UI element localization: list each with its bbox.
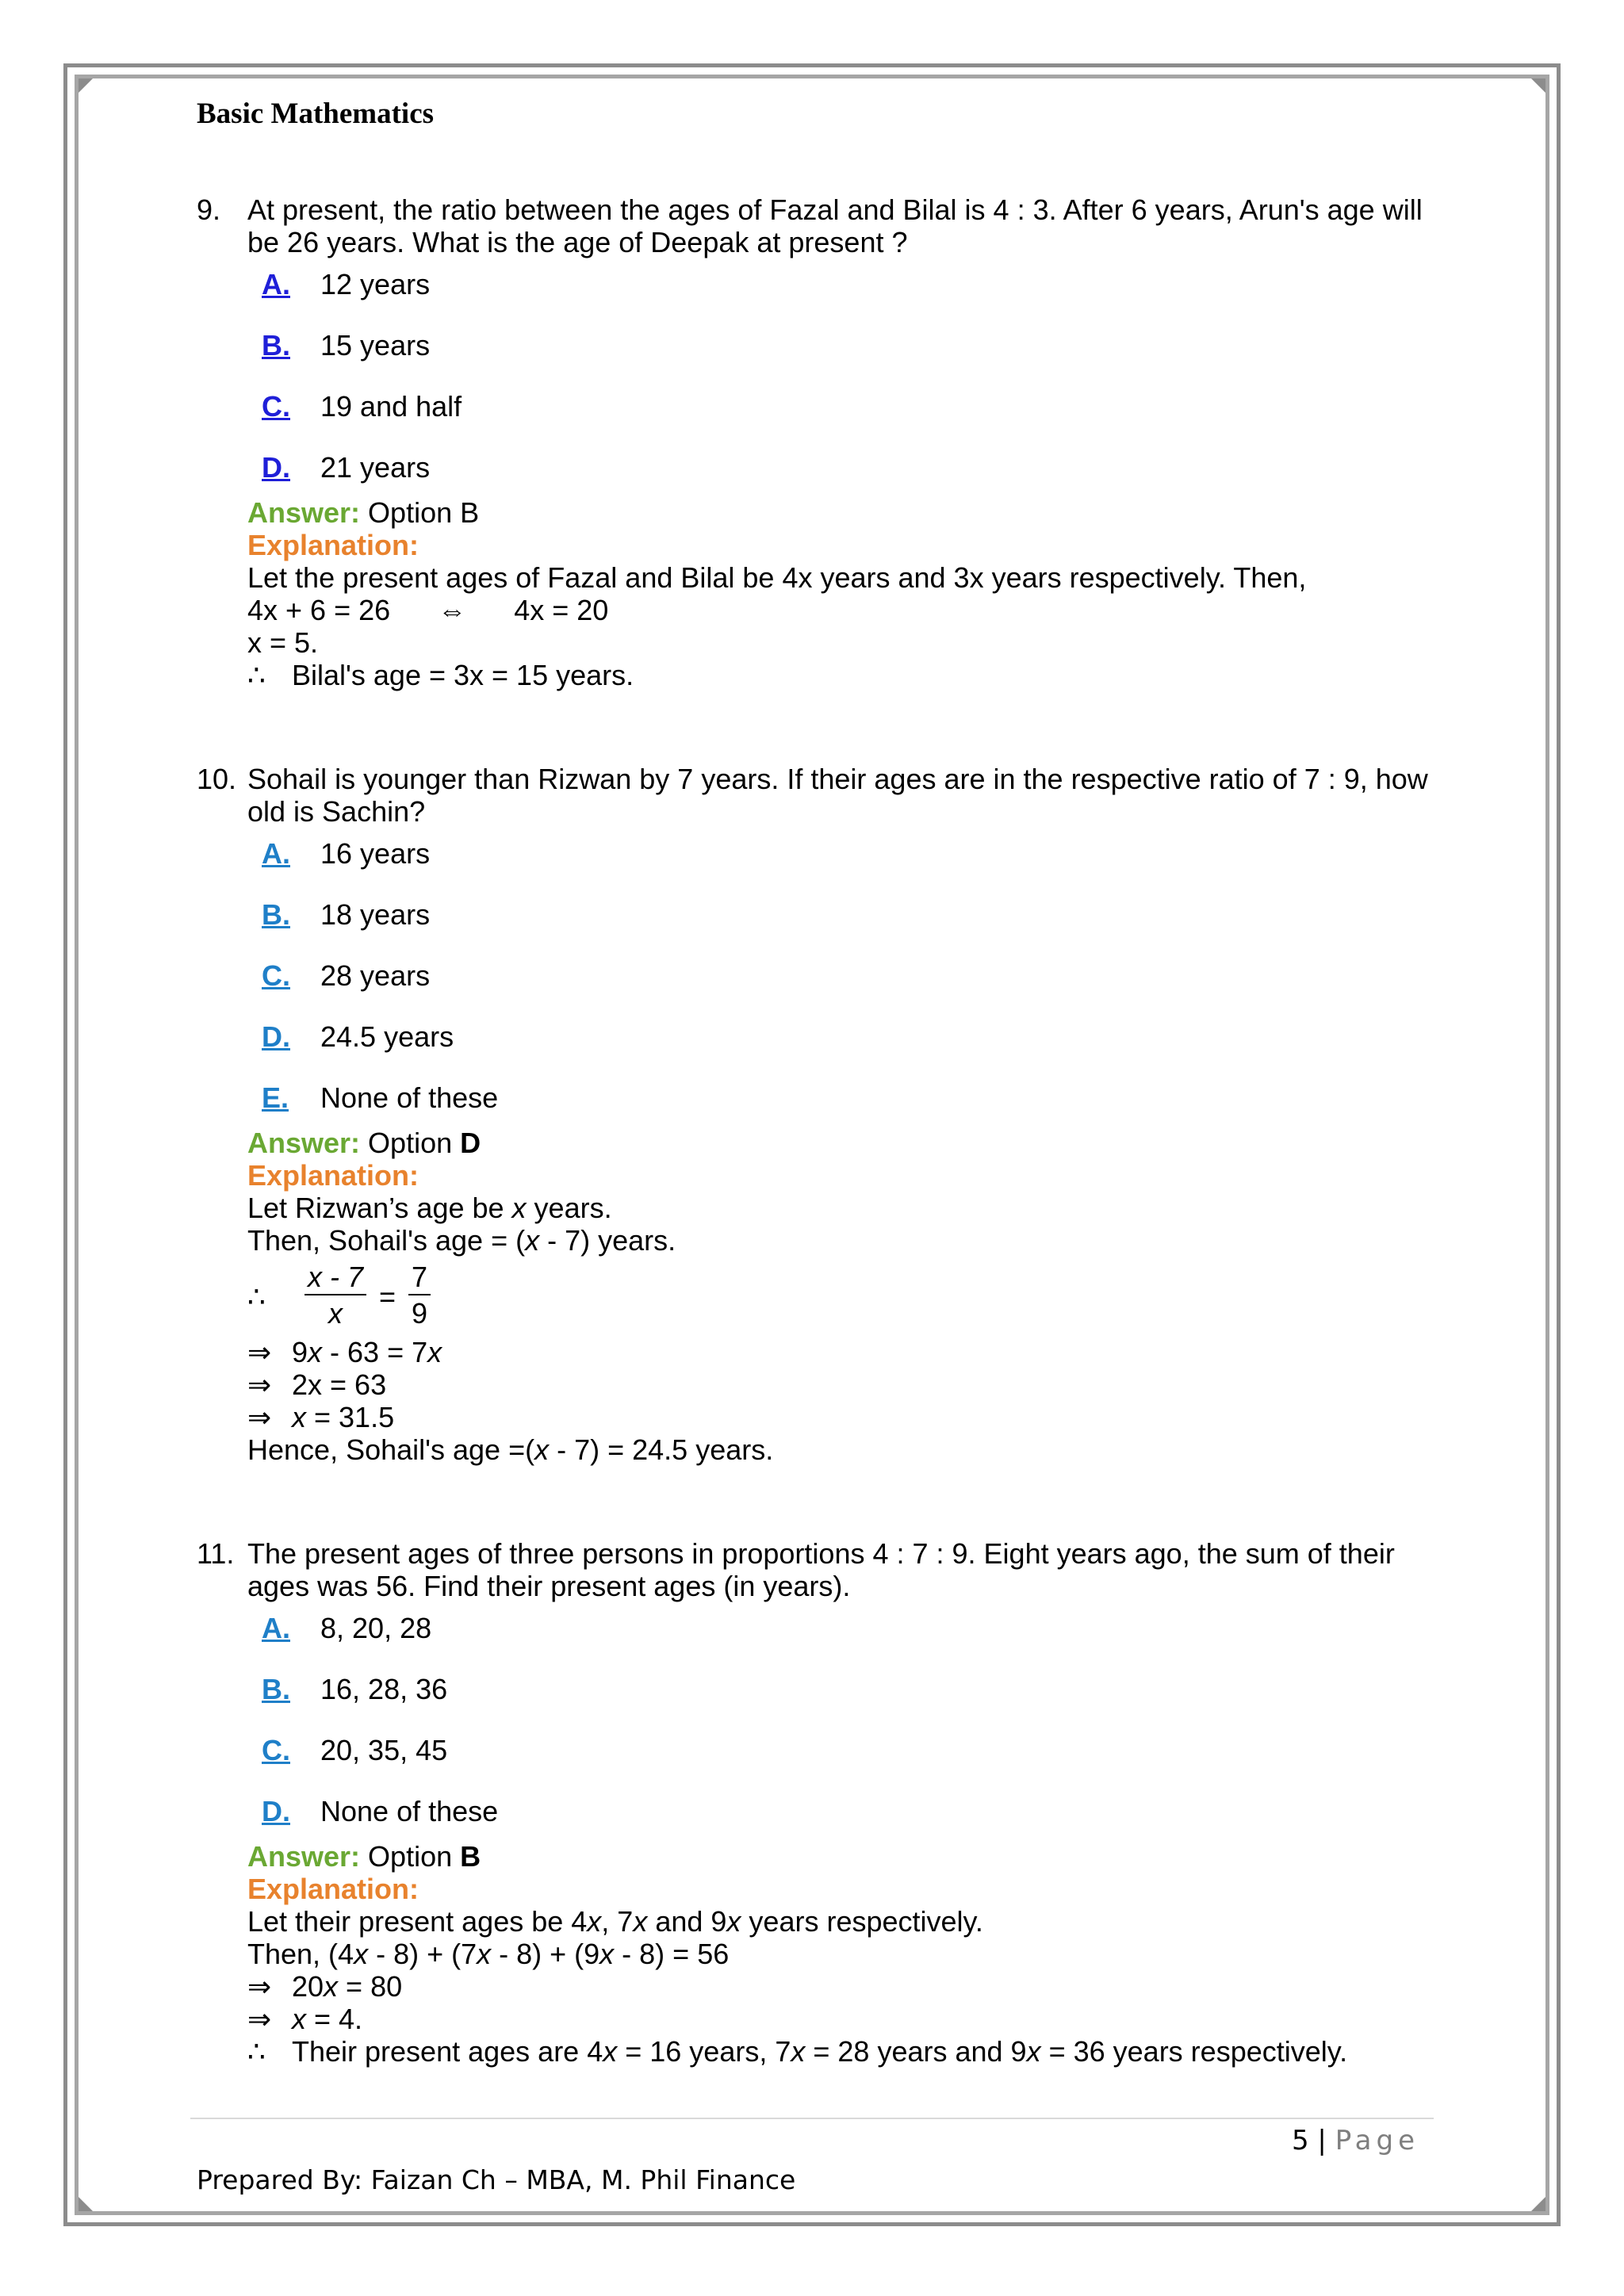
variable-x: x [603, 2035, 618, 2068]
question-text: At present, the ratio between the ages of Fazal and Bilal is 4 : 3. After 6 years, Arun's age will be 26 years. What is the age of Deepak at present ? [247, 193, 1423, 258]
option-d [262, 451, 1434, 484]
option-link[interactable]: C. [262, 390, 290, 423]
option-link[interactable]: A. [262, 1612, 290, 1644]
numerator: 7 [408, 1261, 431, 1295]
question-number: 11. [197, 1537, 235, 1570]
variable-x: x [633, 1905, 648, 1938]
explanation-line [247, 2035, 1434, 2068]
equation-text: Bilal's age = 3x = 15 years. [292, 659, 634, 691]
explanation-line [247, 1368, 1434, 1401]
variable-x: x [791, 2035, 806, 2068]
corner-ornament-top-left [79, 78, 93, 93]
corner-ornament-top-right [1531, 78, 1545, 93]
answer-line [247, 496, 1434, 529]
variable-x: x [525, 1224, 540, 1257]
option-text: 12 years [320, 268, 431, 300]
text-run: = 80 [338, 1970, 403, 2003]
document-body [197, 193, 1434, 2068]
explanation-line [247, 1192, 1434, 1224]
variable-x: x [292, 1401, 306, 1433]
variable-x: x [308, 1336, 323, 1368]
explanation-label: Explanation: [247, 1873, 419, 1905]
options-list [262, 837, 1434, 1114]
option-link[interactable]: B. [262, 329, 290, 362]
answer-prefix: Option [368, 496, 461, 529]
text-run: = 4. [306, 2003, 363, 2035]
question-text: The present ages of three persons in proportions 4 : 7 : 9. Eight years ago, the sum of their ages was 56. Find their present ages (in years). [247, 1537, 1395, 1602]
variable-x: x [427, 1336, 442, 1368]
option-text: 8, 20, 28 [320, 1612, 432, 1644]
text-run: = 16 years, 7 [617, 2035, 791, 2068]
explanation-line [247, 1905, 1434, 1938]
option-c [262, 390, 1434, 423]
question-9 [197, 193, 1434, 691]
prepared-by-footer: Prepared By: Faizan Ch – MBA, M. Phil Finance [197, 2164, 796, 2195]
answer-line [247, 1127, 1434, 1159]
option-d [262, 1795, 1434, 1827]
page-number [1292, 2125, 1419, 2156]
option-text: 24.5 years [320, 1020, 454, 1053]
explanation-line [247, 1938, 1434, 1970]
option-text: 28 years [320, 959, 431, 992]
explanation-label: Explanation: [247, 1159, 419, 1192]
numerator: x - 7 [304, 1261, 366, 1295]
page-word: Page [1335, 2125, 1419, 2156]
option-link[interactable]: B. [262, 898, 290, 931]
option-a [262, 1612, 1434, 1644]
answer-value: B [460, 1840, 481, 1873]
question-number: 10. [197, 763, 237, 795]
option-link[interactable]: D. [262, 451, 290, 484]
options-list [262, 1612, 1434, 1827]
text-run: Their present ages are 4 [292, 2035, 603, 2068]
answer-label: Answer: [247, 496, 361, 529]
denominator: x [328, 1297, 343, 1330]
text-run: - 8) = 56 [614, 1938, 730, 1970]
variable-x: x [587, 1905, 602, 1938]
text-run: 9 [292, 1336, 308, 1368]
explanation-line [247, 1336, 1434, 1368]
option-text: 21 years [320, 451, 431, 484]
variable-x: x [354, 1938, 369, 1970]
text-run: 2x = 63 [292, 1368, 387, 1401]
explanation-line [247, 1224, 1434, 1257]
page-header-title: Basic Mathematics [197, 98, 435, 130]
question-number: 9. [197, 193, 221, 226]
implies-symbol: ⇒ [247, 2003, 272, 2035]
question-11 [197, 1537, 1434, 2068]
variable-x: x [534, 1433, 550, 1466]
options-list [262, 268, 1434, 484]
option-link[interactable]: A. [262, 837, 290, 870]
page-number-value: 5 [1291, 2125, 1309, 2156]
therefore-symbol: ∴ [247, 659, 266, 691]
option-c [262, 959, 1434, 992]
answer-label: Answer: [247, 1127, 361, 1159]
option-link[interactable]: D. [262, 1020, 290, 1053]
text-run: = 36 years respectively. [1040, 2035, 1348, 2068]
option-text: 19 and half [320, 390, 462, 423]
text-run: and 9 [647, 1905, 727, 1938]
answer-prefix: Option [368, 1127, 461, 1159]
text-run: years. [526, 1192, 612, 1224]
corner-ornament-bottom-left [79, 2197, 93, 2211]
option-link[interactable]: B. [262, 1673, 290, 1705]
text-run: - 8) + (9 [491, 1938, 600, 1970]
explanation-line: Let the present ages of Fazal and Bilal be 4x years and 3x years respectively. Then, [247, 561, 1307, 594]
option-b [262, 1673, 1434, 1705]
corner-ornament-bottom-right [1531, 2197, 1545, 2211]
explanation-line [247, 1433, 1434, 1466]
question-10 [197, 763, 1434, 1466]
option-link[interactable]: A. [262, 268, 290, 300]
implies-symbol: ⇒ [247, 1336, 272, 1368]
page-separator: | [1317, 2125, 1327, 2156]
option-link[interactable]: C. [262, 959, 290, 992]
text-run: , 7 [601, 1905, 634, 1938]
option-c [262, 1734, 1434, 1766]
variable-x: x [324, 1970, 339, 2003]
explanation-line [247, 659, 1434, 691]
question-text: Sohail is younger than Rizwan by 7 years. If their ages are in the respective ratio of 7 : 9, how old is Sachin? [247, 763, 1428, 828]
text-run: Then, (4 [247, 1938, 354, 1970]
implies-symbol: ⇒ [247, 1401, 272, 1433]
equation-text: 4x = 20 [514, 594, 609, 626]
fraction-left [304, 1261, 366, 1332]
text-run: - 7) = 24.5 years. [549, 1433, 774, 1466]
text-run: Let their present ages be 4 [247, 1905, 588, 1938]
option-link[interactable]: E. [262, 1081, 289, 1114]
denominator: 9 [412, 1297, 428, 1330]
variable-x: x [511, 1192, 527, 1224]
option-d [262, 1020, 1434, 1053]
option-a [262, 837, 1434, 870]
variable-x: x [599, 1938, 615, 1970]
text-run: = 28 years and 9 [805, 2035, 1027, 2068]
answer-value: D [460, 1127, 481, 1159]
option-text: 18 years [320, 898, 431, 931]
explanation-line: x = 5. [247, 626, 319, 659]
option-text: None of these [320, 1795, 499, 1827]
option-link[interactable]: C. [262, 1734, 290, 1766]
equals-sign: = [379, 1280, 396, 1313]
footer-divider [190, 2118, 1434, 2119]
iff-symbol: ⇔ [438, 594, 467, 626]
text-run: = 31.5 [306, 1401, 395, 1433]
therefore-symbol: ∴ [247, 2035, 266, 2068]
answer-label: Answer: [247, 1840, 361, 1873]
explanation-line [247, 1970, 1434, 2003]
text-run: - 8) + (7 [368, 1938, 477, 1970]
option-b [262, 898, 1434, 931]
variable-x: x [1026, 2035, 1041, 2068]
option-text: 20, 35, 45 [320, 1734, 448, 1766]
option-text: None of these [320, 1081, 499, 1114]
explanation-line [247, 1401, 1434, 1433]
variable-x: x [477, 1938, 492, 1970]
option-a [262, 268, 1434, 300]
text-run: - 7) years. [539, 1224, 676, 1257]
option-text: 16, 28, 36 [320, 1673, 448, 1705]
option-text: 16 years [320, 837, 431, 870]
text-run: - 63 = 7 [322, 1336, 428, 1368]
explanation-line [247, 594, 1434, 626]
implies-symbol: ⇒ [247, 1368, 272, 1401]
equation-text: 4x + 6 = 26 [247, 594, 391, 626]
fraction-equation [247, 1257, 1434, 1336]
text-run: years respectively. [741, 1905, 983, 1938]
text-run: Hence, Sohail's age =( [247, 1433, 535, 1466]
text-run: Then, Sohail's age = ( [247, 1224, 526, 1257]
explanation-line [247, 2003, 1434, 2035]
option-b [262, 329, 1434, 362]
answer-line [247, 1840, 1434, 1873]
option-text: 15 years [320, 329, 431, 362]
variable-x: x [292, 2003, 306, 2035]
answer-value: B [460, 496, 480, 529]
answer-prefix: Option [368, 1840, 461, 1873]
option-e [262, 1081, 1434, 1114]
variable-x: x [726, 1905, 741, 1938]
explanation-label: Explanation: [247, 529, 419, 561]
implies-symbol: ⇒ [247, 1970, 272, 2003]
therefore-symbol: ∴ [247, 1280, 266, 1313]
text-run: Let Rizwan’s age be [247, 1192, 512, 1224]
option-link[interactable]: D. [262, 1795, 290, 1827]
text-run: 20 [292, 1970, 324, 2003]
fraction-right [408, 1261, 431, 1332]
